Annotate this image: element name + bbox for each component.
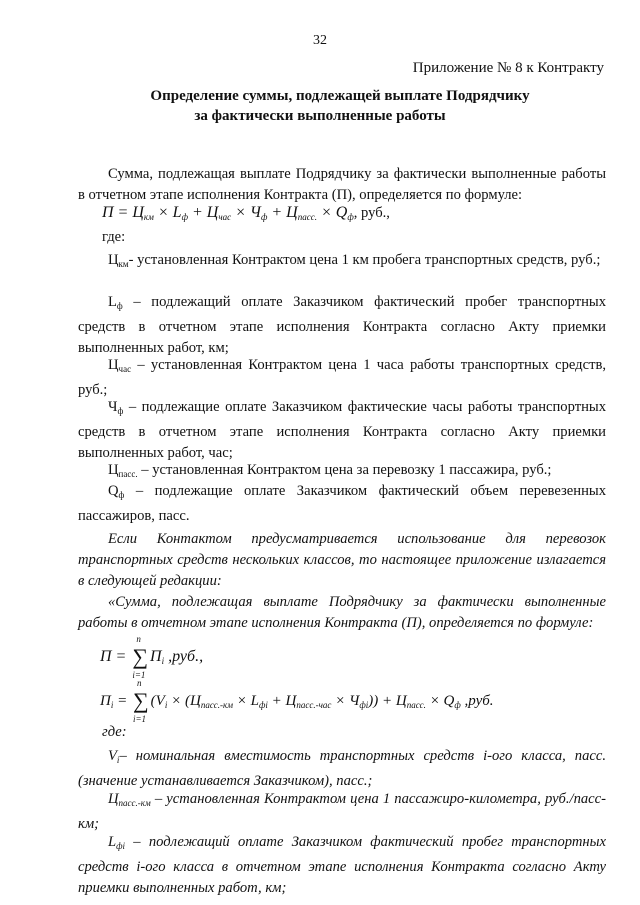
italic-paragraph-2: «Сумма, подлежащая выплате Подрядчику за фактически выполненные работы в отчетном этапе исполнения Контракта (П), определяется по формуле:	[78, 594, 606, 631]
where-label: где:	[102, 229, 126, 245]
def-mileage: $L_ф$ – подлежащий оплате Заказчиком фактический пробег транспортных средств в отчетном этапе исполнения Контракта согласно Акту приемки выполненных работ, км;	[78, 294, 606, 356]
formula-class: $П_i$ = ∑ n i=1 $(V_i \times (Ц_{пасс.-км} \times L_{фi} + Ц_{пасс.-час} \times Ч_{фi})) + Ц_{пасс.} \times Q_ф$ ,руб.	[100, 678, 494, 724]
title-line-1: Определение суммы, подлежащей выплате Подрядчику	[150, 88, 530, 104]
where-label-2: где:	[102, 724, 127, 740]
def-capacity: $V_i-$ номинальная вместимость транспортных средств i-ого класса, пасс. (значение устанавливается Заказчиком), пасс.;	[78, 748, 606, 789]
intro-paragraph: Сумма, подлежащая выплате Подрядчику за фактически выполненные работы в отчетном этапе исполнения Контракта (П), определяется по формуле:	[78, 166, 606, 203]
page-number: 32	[313, 33, 327, 48]
italic-paragraph-1: Если Контактом предусматривается использование для перевозок транспортных средств нескольких классов, то настоящее приложение излагается в следующей редакции:	[78, 531, 606, 589]
def-price-pass-km: $Ц_{пасс.-км}$ – установленная Контрактом цена 1 пассажиро-километра, руб./пасс-км;	[78, 791, 606, 832]
appendix-label: Приложение № 8 к Контракту	[412, 60, 604, 76]
def-mileage-class: $L_{фi}$ – подлежащий оплате Заказчиком фактический пробег транспортных средств i-ого класса в отчетном этапе исполнения Контракта согласно Акту приемки выполненных работ, км;	[78, 834, 606, 896]
sum-symbol-1: ∑ n i=1	[132, 634, 149, 680]
title-line-2: за фактически выполненные работы	[194, 108, 446, 124]
def-price-km: $Ц_{км}-$ установленная Контрактом цена 1 км пробега транспортных средств, руб.;	[108, 252, 601, 269]
def-hours: $Ч_ф$ – подлежащие оплате Заказчиком фактические часы работы транспортных средств в отчетном этапе исполнения Контракта согласно Акту приемки выполненных работ, час;	[78, 399, 606, 461]
def-price-passenger: $Ц_{пасс.}$ – установленная Контрактом цена за перевозку 1 пассажира, руб.;	[108, 462, 552, 479]
def-price-hour: $Ц_{час}$ – установленная Контрактом цена 1 часа работы транспортных средств, руб.;	[78, 357, 606, 398]
def-passengers: $Q_ф$ – подлежащие оплате Заказчиком фактический объем перевезенных пассажиров, пасс.	[78, 483, 606, 524]
formula-main: $П = Ц_{км} \times L_ф + Ц_{час} \times Ч_ф + Ц_{пасс.} \times Q_ф$, руб.,	[102, 204, 390, 222]
sum-symbol-2: ∑ n i=1	[132, 678, 149, 724]
formula-sum: П = ∑ n i=1 $П_i$ ,руб.,	[100, 634, 204, 680]
